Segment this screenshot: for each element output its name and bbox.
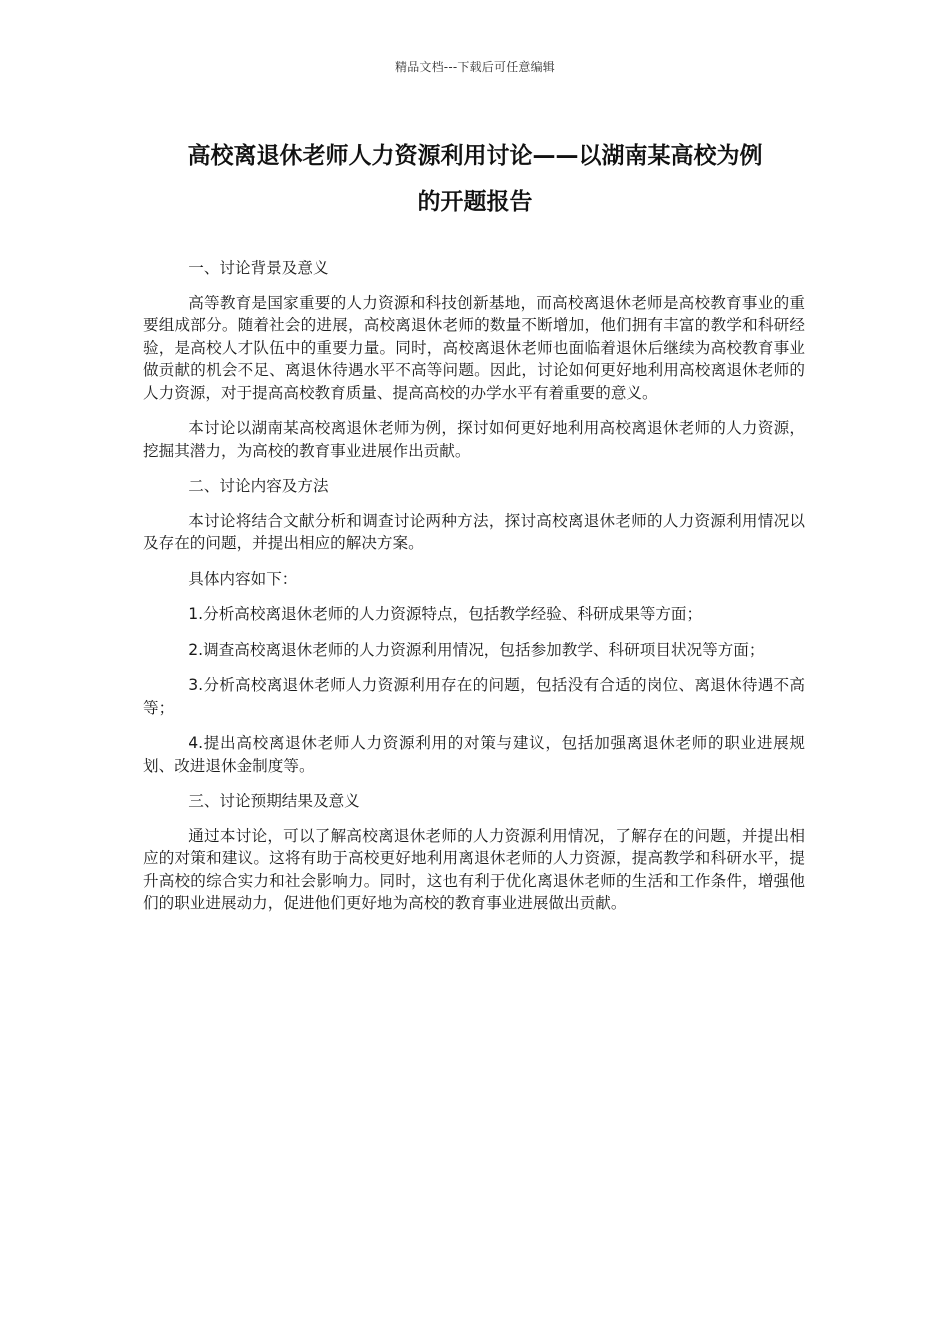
document-title-line-2: 的开题报告 [417, 189, 533, 215]
document-title-line-1: 高校离退休老师人力资源利用讨论——以湖南某高校为例 [187, 143, 763, 169]
paragraph-expected-results: 通过本讨论，可以了解高校离退休老师的人力资源利用情况，了解存在的问题，并提出相应的对策和建议。这将有助于高校更好地利用离退休老师的人力资源，提高教学和科研水平，提升高校的综合实力和社会影响力。同时，这也有利于优化离退休老师的生活和工作条件，增强他们的职业进展动力，促进他们更好地为高校的教育事业进展做出贡献。 [143, 826, 805, 912]
paragraph-method: 本讨论将结合文献分析和调查讨论两种方法，探讨高校离退休老师的人力资源利用情况以及存在的问题，并提出相应的解决方案。 [143, 511, 805, 552]
document-title [140, 133, 810, 225]
document-body [143, 257, 805, 928]
page-header: 精品文档---下载后可任意编辑 [395, 60, 555, 74]
list-item-1: 1.分析高校离退休老师的人力资源特点，包括教学经验、科研成果等方面； [188, 605, 703, 623]
section-heading-content-method: 二、讨论内容及方法 [188, 477, 329, 495]
list-item-4: 4.提出高校离退休老师人力资源利用的对策与建议，包括加强离退休老师的职业进展规划、改进退休金制度等。 [143, 734, 805, 775]
section-heading-background: 一、讨论背景及意义 [188, 259, 329, 277]
paragraph-background: 高等教育是国家重要的人力资源和科技创新基地，而高校离退休老师是高校教育事业的重要组成部分。随着社会的进展，高校离退休老师的数量不断增加，他们拥有丰富的教学和科研经验，是高校人才队伍中的重要力量。同时，高校离退休老师也面临着退休后继续为高校教育事业做贡献的机会不足、离退休待遇水平不高等问题。因此，讨论如何更好地利用高校离退休老师的人力资源，对于提高高校教育质量、提高高校的办学水平有着重要的意义。 [143, 293, 805, 402]
list-item-2: 2.调查高校离退休老师的人力资源利用情况，包括参加教学、科研项目状况等方面； [188, 640, 765, 659]
section-heading-expected-results: 三、讨论预期结果及意义 [188, 792, 360, 810]
paragraph-case-intro: 本讨论以湖南某高校离退休老师为例，探讨如何更好地利用高校离退休老师的人力资源，挖掘其潜力，为高校的教育事业进展作出贡献。 [143, 419, 805, 460]
paragraph-content-intro: 具体内容如下： [188, 569, 298, 588]
list-item-3: 3.分析高校离退休老师人力资源利用存在的问题，包括没有合适的岗位、离退休待遇不高等； [143, 676, 805, 717]
